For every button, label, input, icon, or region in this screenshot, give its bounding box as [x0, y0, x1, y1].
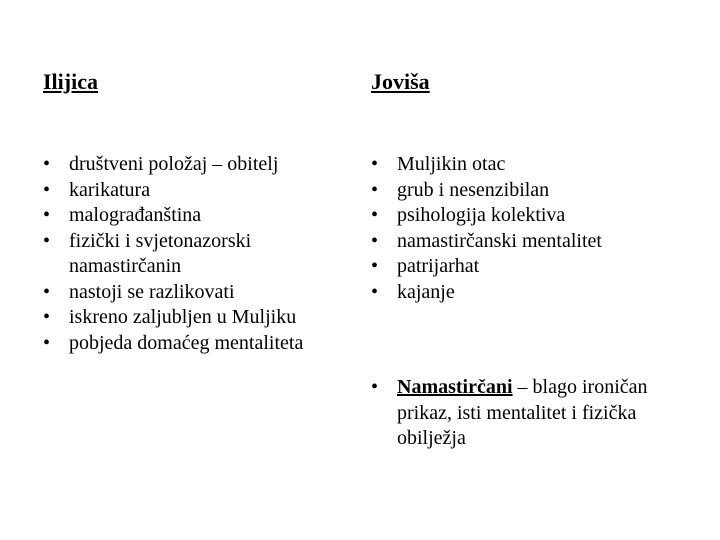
list-item-text: fizički i svjetonazorski namastirčanin	[69, 229, 252, 277]
list-item	[43, 331, 343, 357]
list-item	[371, 375, 691, 452]
list-item	[43, 229, 343, 280]
bullet-icon: •	[371, 229, 379, 252]
bullet-icon: •	[43, 229, 51, 252]
list-item-text: kajanje	[397, 280, 455, 303]
list-item-text: namastirčanski mentalitet	[397, 229, 602, 252]
bullet-icon: •	[43, 204, 51, 226]
list-item	[43, 178, 343, 204]
left-bullet-list	[43, 152, 343, 356]
list-item-text: malograđanština	[69, 204, 202, 226]
list-item	[43, 280, 343, 306]
emphasized-term: Namastirčani	[397, 376, 513, 398]
bullet-icon: •	[371, 280, 379, 303]
list-item-text: društveni položaj – obitelj	[69, 153, 279, 175]
list-item-text: karikatura	[69, 178, 151, 201]
right-note-list	[371, 375, 691, 452]
list-item	[371, 254, 671, 280]
bullet-icon: •	[371, 376, 379, 398]
bullet-icon: •	[371, 153, 379, 175]
list-item	[371, 229, 671, 255]
list-item-text: iskreno zaljubljen u Muljiku	[69, 306, 297, 328]
list-item	[43, 152, 343, 178]
list-item-text: psihologija kolektiva	[397, 204, 566, 226]
list-item	[43, 203, 343, 229]
bullet-icon: •	[43, 306, 51, 328]
list-item-text: grub i nesenzibilan	[397, 178, 550, 201]
list-item	[371, 152, 671, 178]
bullet-icon: •	[371, 178, 379, 201]
list-item-text: Muljikin otac	[397, 153, 506, 175]
note-text: – blago ironičan prikaz, isti mentalitet i fizička obilježja	[397, 376, 648, 449]
right-column-heading: Joviša	[371, 69, 430, 94]
left-column-heading: Ilijica	[43, 69, 98, 94]
bullet-icon: •	[43, 280, 51, 303]
list-item-text: pobjeda domaćeg mentaliteta	[69, 331, 304, 354]
bullet-icon: •	[43, 178, 51, 201]
bullet-icon: •	[43, 331, 51, 354]
bullet-icon: •	[371, 255, 379, 277]
bullet-icon: •	[371, 204, 379, 226]
list-item	[43, 305, 343, 331]
list-item	[371, 203, 671, 229]
bullet-icon: •	[43, 153, 51, 175]
right-bullet-list	[371, 152, 671, 305]
list-item-text: patrijarhat	[397, 255, 480, 277]
list-item	[371, 280, 671, 306]
list-item-text: nastoji se razlikovati	[69, 280, 235, 303]
list-item	[371, 178, 671, 204]
